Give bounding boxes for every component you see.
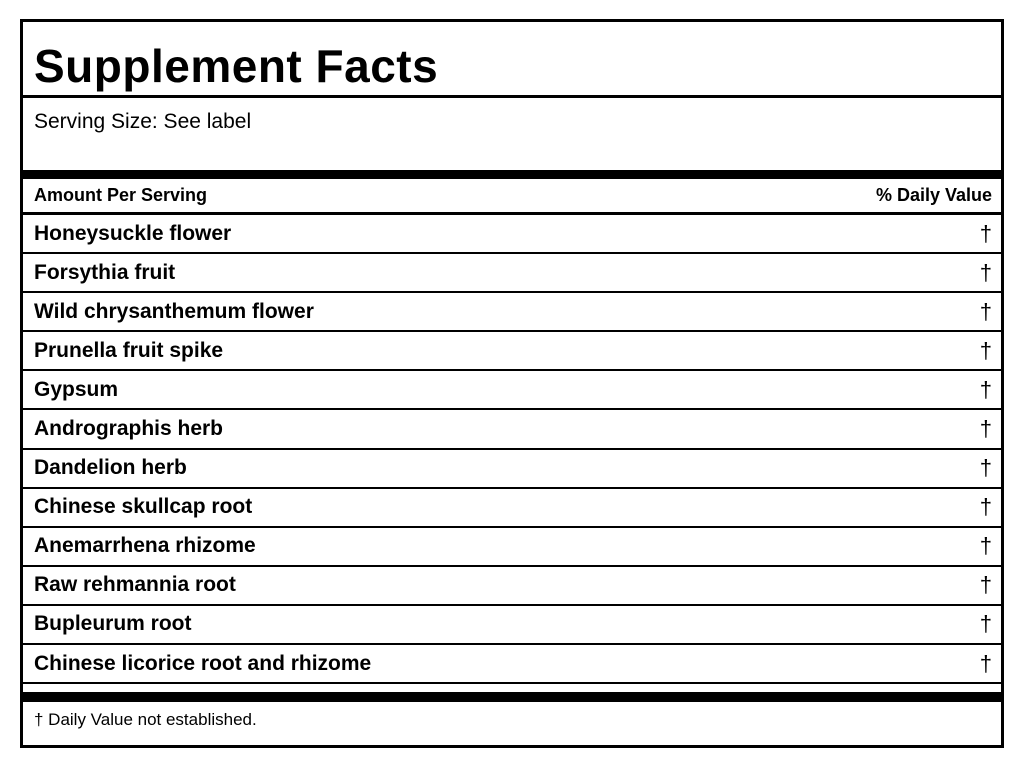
ingredient-name: Chinese licorice root and rhizome xyxy=(34,651,372,675)
ingredient-name: Dandelion herb xyxy=(34,456,187,480)
ingredient-row xyxy=(23,371,1001,410)
ingredient-daily-value: † xyxy=(979,416,992,442)
ingredient-daily-value: † xyxy=(979,455,992,481)
serving-size: Serving Size: See label xyxy=(34,110,252,133)
ingredient-row xyxy=(23,567,1001,606)
panel-title: Supplement Facts xyxy=(23,22,1001,98)
ingredient-daily-value: † xyxy=(979,572,992,598)
ingredient-row xyxy=(23,332,1001,371)
ingredient-name: Gypsum xyxy=(34,377,119,401)
ingredient-name: Chinese skullcap root xyxy=(34,495,253,519)
ingredient-name: Honeysuckle flower xyxy=(34,221,232,245)
ingredient-row xyxy=(23,293,1001,332)
ingredient-daily-value: † xyxy=(979,220,992,246)
ingredient-row xyxy=(23,489,1001,528)
ingredient-list xyxy=(23,215,1001,684)
ingredient-name: Prunella fruit spike xyxy=(34,338,224,362)
ingredient-row xyxy=(23,254,1001,293)
ingredient-daily-value: † xyxy=(979,533,992,559)
footnote: † Daily Value not established. xyxy=(34,710,257,730)
thick-divider-bottom xyxy=(23,692,1001,702)
ingredient-row xyxy=(23,606,1001,645)
ingredient-name: Anemarrhena rhizome xyxy=(34,534,256,558)
spacer xyxy=(23,684,1001,692)
ingredient-row xyxy=(23,215,1001,254)
ingredient-name: Andrographis herb xyxy=(34,417,224,441)
ingredient-row xyxy=(23,645,1001,684)
ingredient-daily-value: † xyxy=(979,337,992,363)
daily-value-label: % Daily Value xyxy=(875,185,992,205)
ingredient-name: Bupleurum root xyxy=(34,612,192,636)
ingredient-name: Wild chrysanthemum flower xyxy=(34,299,314,323)
ingredient-name: Forsythia fruit xyxy=(34,260,176,284)
column-header xyxy=(23,179,1001,215)
ingredient-name: Raw rehmannia root xyxy=(34,573,236,597)
ingredient-daily-value: † xyxy=(979,650,992,676)
ingredient-daily-value: † xyxy=(979,259,992,285)
ingredient-row xyxy=(23,450,1001,489)
ingredient-daily-value: † xyxy=(979,611,992,637)
supplement-facts-panel xyxy=(20,19,1004,748)
ingredient-daily-value: † xyxy=(979,494,992,520)
thick-divider xyxy=(23,170,1001,179)
ingredient-daily-value: † xyxy=(979,376,992,402)
ingredient-row xyxy=(23,528,1001,567)
ingredient-daily-value: † xyxy=(979,298,992,324)
amount-per-serving-label: Amount Per Serving xyxy=(34,185,208,205)
ingredient-row xyxy=(23,410,1001,449)
